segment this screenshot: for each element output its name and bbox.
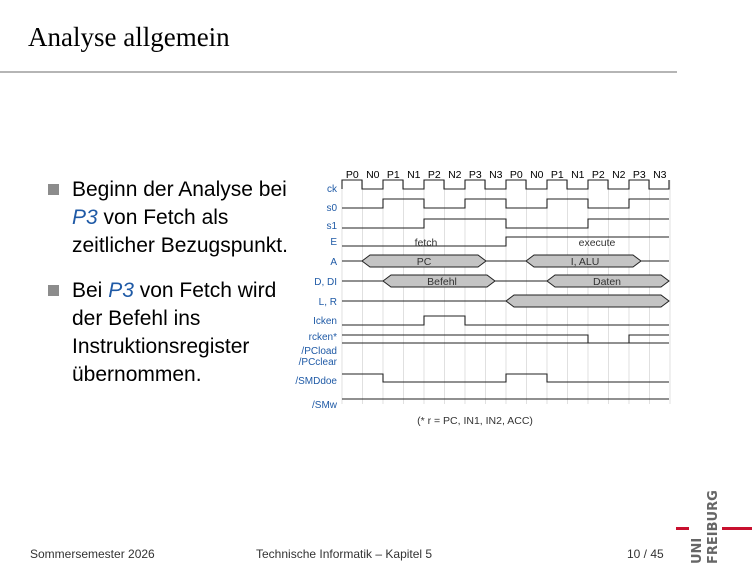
signal-label: /PCload [301, 346, 337, 357]
wave-e [342, 237, 669, 246]
logo-uni-text: UNI [690, 537, 705, 564]
phase-label: N0 [366, 169, 380, 181]
bullet-item-1 [48, 176, 288, 260]
phase-label: N1 [407, 169, 421, 181]
pc-label: PC [416, 256, 432, 268]
phase-label: P0 [345, 169, 359, 181]
bullet-1-text-a: Beginn der Analyse bei [72, 178, 287, 201]
fetch-label: fetch [414, 237, 438, 249]
phase-label: P3 [632, 169, 646, 181]
phase-label: P0 [509, 169, 523, 181]
signal-label: D, DI [314, 277, 337, 288]
befehl-label: Befehl [427, 276, 457, 288]
phase-label: P3 [468, 169, 482, 181]
signal-label: L, R [318, 297, 337, 308]
phase-label: N0 [530, 169, 544, 181]
phase-label: P2 [427, 169, 441, 181]
signal-label: rcken* [308, 332, 337, 343]
phase-label: N3 [489, 169, 503, 181]
signal-label: /PCclear [298, 357, 337, 368]
signal-label: /SMDdoe [295, 376, 337, 387]
bullet-1-highlight: P3 [72, 206, 98, 229]
phase-label: P1 [386, 169, 400, 181]
timing-diagram [285, 168, 685, 430]
phase-label: N1 [571, 169, 585, 181]
signal-label: Icken [313, 316, 337, 327]
phase-label: N2 [612, 169, 626, 181]
bullet-1-text-b: von Fetch als zeitlicher Bezugspunkt. [72, 206, 288, 257]
wave-s1 [342, 219, 669, 228]
phase-label: P2 [591, 169, 605, 181]
signal-label: E [330, 237, 337, 248]
wave-smddoe [342, 374, 669, 382]
wave-s0 [342, 199, 669, 208]
phase-label: N3 [653, 169, 667, 181]
bullet-2-text-a: Bei [72, 279, 109, 302]
alu-label: I, ALU [570, 256, 600, 268]
bus-l-r [506, 295, 669, 307]
bullet-square-icon [48, 184, 59, 195]
bullet-square-icon [48, 285, 59, 296]
signal-label: A [330, 257, 337, 268]
title-divider [0, 71, 677, 73]
logo-red-bar-left [676, 527, 689, 530]
signal-label: s1 [326, 221, 337, 232]
footer-semester: Sommersemester 2026 [30, 547, 155, 561]
wave-icken [342, 316, 669, 325]
bullet-list [48, 176, 288, 406]
signal-label: ck [327, 184, 337, 195]
logo-red-bar-right [722, 527, 752, 530]
logo-freiburg-text: FREIBURG [706, 490, 721, 564]
wave-pcload [342, 335, 669, 343]
wave-ck [342, 180, 669, 189]
footer-page-number: 10 / 45 [627, 547, 664, 561]
university-logo [676, 478, 756, 567]
bullet-2-text-b: von Fetch wird der Befehl ins Instruktionsregister übernommen. [72, 279, 277, 386]
slide-title: Analyse allgemein [28, 22, 230, 52]
footer-course: Technische Informatik – Kapitel 5 [256, 547, 433, 561]
footnote: (* r = PC, IN1, IN2, ACC) [417, 415, 533, 427]
phase-label: P1 [550, 169, 564, 181]
bullet-item-2 [48, 277, 288, 389]
execute-label: execute [578, 237, 616, 249]
bullet-2-highlight: P3 [108, 279, 134, 302]
daten-label: Daten [592, 276, 622, 288]
signal-label: /SMw [312, 400, 337, 411]
signal-label: s0 [326, 203, 337, 214]
phase-label: N2 [448, 169, 462, 181]
